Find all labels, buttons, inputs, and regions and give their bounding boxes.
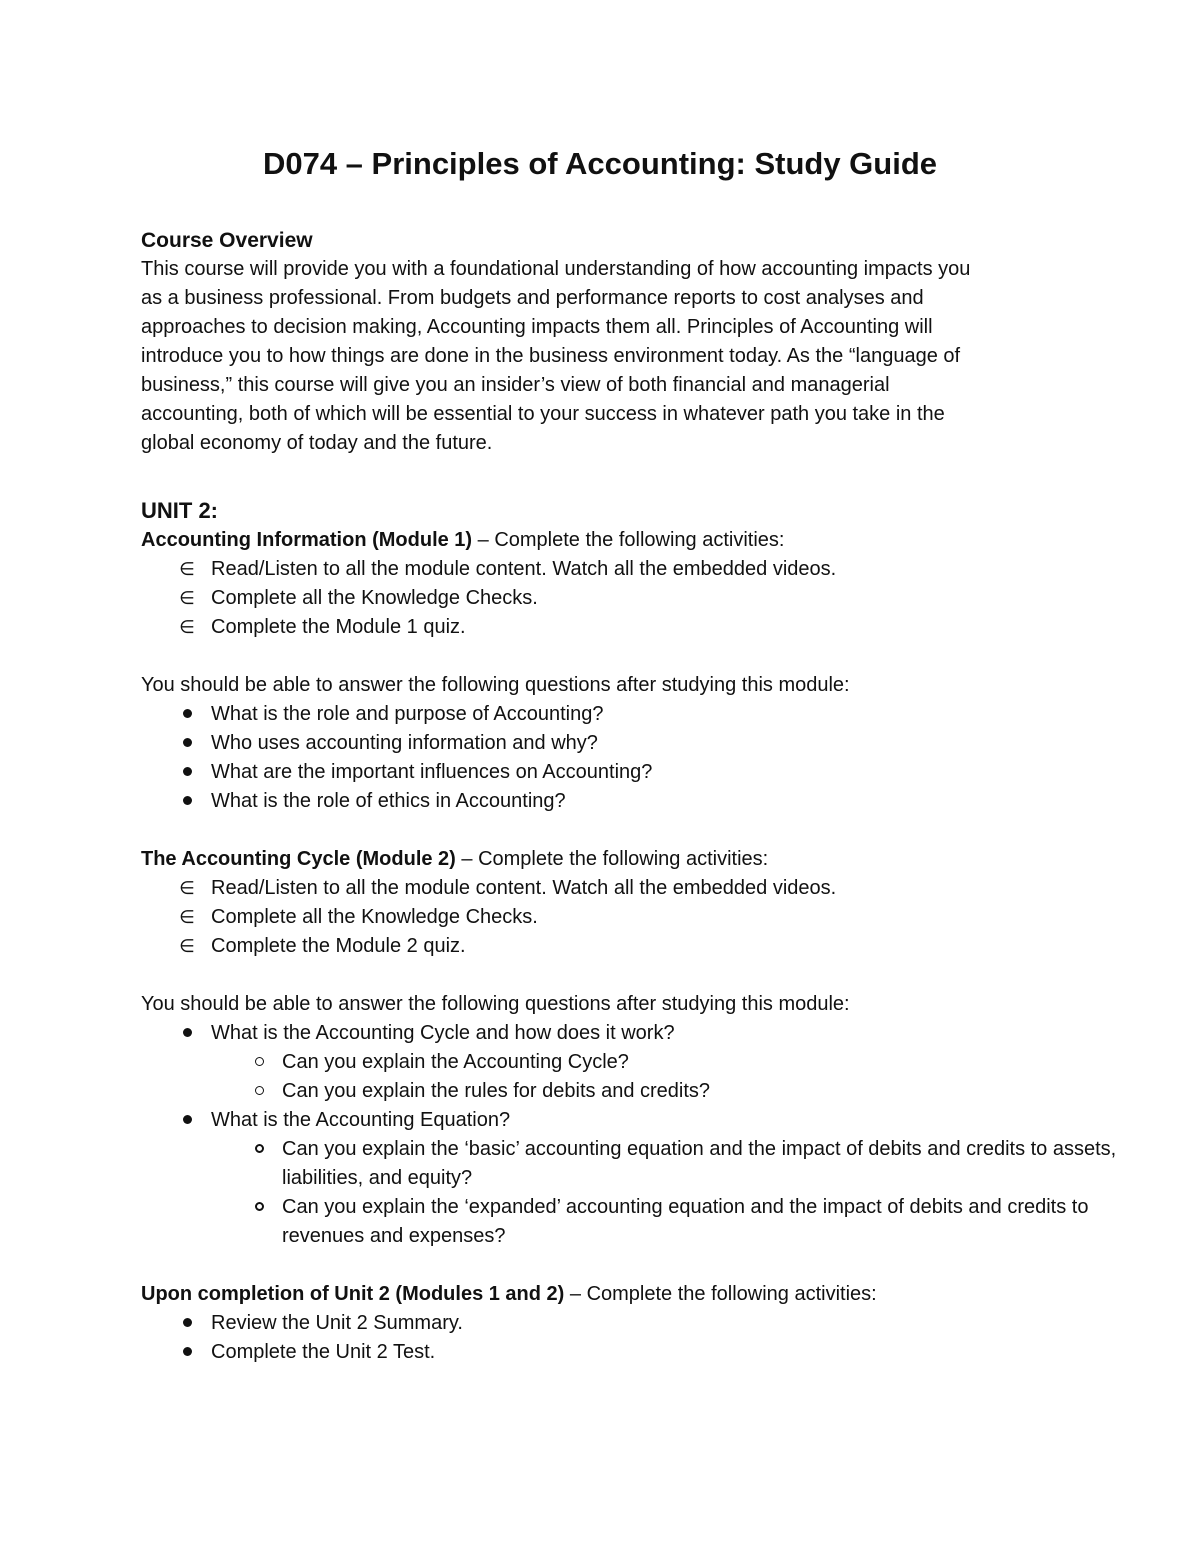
overview-line: business,” this course will give you an insider’s view of both financial and managerial (141, 374, 890, 396)
bullet-icon (183, 1115, 192, 1124)
bullet-icon (183, 709, 192, 718)
list-item: ∈ Complete the Module 2 quiz. (141, 932, 1061, 961)
circle-bullet-icon (255, 1057, 264, 1066)
activity-marker: ∈ (179, 559, 195, 580)
list-item: Review the Unit 2 Summary. (141, 1309, 1061, 1338)
overview-line: as a business professional. From budgets and performance reports to cost analyses and (141, 287, 924, 309)
activity-marker: ∈ (179, 588, 195, 609)
sub-list-item: Can you explain the ‘expanded’ accounting equation and the impact of debits and credits to revenues and expenses? (141, 1193, 1162, 1251)
bullet-icon (183, 1347, 192, 1356)
list-item: ∈ Read/Listen to all the module content. Watch all the embedded videos. (141, 874, 1061, 903)
module1-title: Accounting Information (Module 1) (141, 529, 473, 551)
overview-line: global economy of today and the future. (141, 432, 493, 454)
bullet-icon (183, 796, 192, 805)
bullet-icon (183, 1318, 192, 1327)
activity-marker: ∈ (179, 878, 195, 899)
overview-line: approaches to decision making, Accounting impacts them all. Principles of Accounting will (141, 316, 933, 338)
circle-bullet-icon (255, 1086, 264, 1095)
activity-marker: ∈ (179, 907, 195, 928)
sub-list-item: Can you explain the ‘basic’ accounting equation and the impact of debits and credits to assets, liabilities, and equity? (141, 1135, 1162, 1193)
activity-marker: ∈ (179, 617, 195, 638)
completion-activity-suffix: – Complete the following activities: (564, 1283, 877, 1305)
list-item: Who uses accounting information and why? (141, 729, 1061, 758)
list-item: ∈ Complete the Module 1 quiz. (141, 613, 1061, 642)
page-title: D074 – Principles of Accounting: Study Guide (262, 146, 938, 181)
activity-marker: ∈ (179, 936, 195, 957)
document-body (141, 226, 1117, 1367)
list-item: ∈ Read/Listen to all the module content. Watch all the embedded videos. (141, 555, 1061, 584)
sub-list-item: Can you explain the Accounting Cycle? (141, 1048, 1061, 1077)
completion-heading (141, 1280, 1061, 1309)
completion-title: Upon completion of Unit 2 (Modules 1 and 2) (141, 1283, 565, 1305)
list-item: ∈ Complete all the Knowledge Checks. (141, 903, 1061, 932)
list-item: ∈ Complete all the Knowledge Checks. (141, 584, 1061, 613)
module1-heading (141, 526, 1061, 555)
circle-bullet-icon (255, 1144, 264, 1153)
sub-list-item: Can you explain the rules for debits and credits? (141, 1077, 1061, 1106)
module1-questions-intro: You should be able to answer the following questions after studying this module: (141, 674, 850, 696)
module2-title: The Accounting Cycle (Module 2) (141, 848, 456, 870)
list-item: What is the role and purpose of Accounting? (141, 700, 1061, 729)
bullet-icon (183, 738, 192, 747)
overview-line: introduce you to how things are done in the business environment today. As the “language of (141, 345, 961, 367)
module2-questions-intro: You should be able to answer the following questions after studying this module: (141, 993, 850, 1015)
module2-activity-suffix: – Complete the following activities: (455, 848, 769, 870)
unit-heading: UNIT 2: (141, 498, 218, 523)
bullet-icon (183, 1028, 192, 1037)
bullet-icon (183, 767, 192, 776)
course-overview-heading: Course Overview (141, 229, 313, 252)
overview-line: This course will provide you with a foundational understanding of how accounting impacts you (141, 258, 971, 280)
list-item: Complete the Unit 2 Test. (141, 1338, 1061, 1367)
circle-bullet-icon (255, 1202, 264, 1211)
course-overview-paragraph (141, 255, 1061, 458)
list-item: What is the role of ethics in Accounting? (141, 787, 1061, 816)
module2-heading (141, 845, 1061, 874)
list-item: What is the Accounting Cycle and how does it work? (141, 1019, 1061, 1048)
list-item: What is the Accounting Equation? (141, 1106, 1061, 1135)
module1-activity-suffix: – Complete the following activities: (472, 529, 785, 551)
list-item: What are the important influences on Accounting? (141, 758, 1061, 787)
overview-line: accounting, both of which will be essential to your success in whatever path you take in the (141, 403, 945, 425)
